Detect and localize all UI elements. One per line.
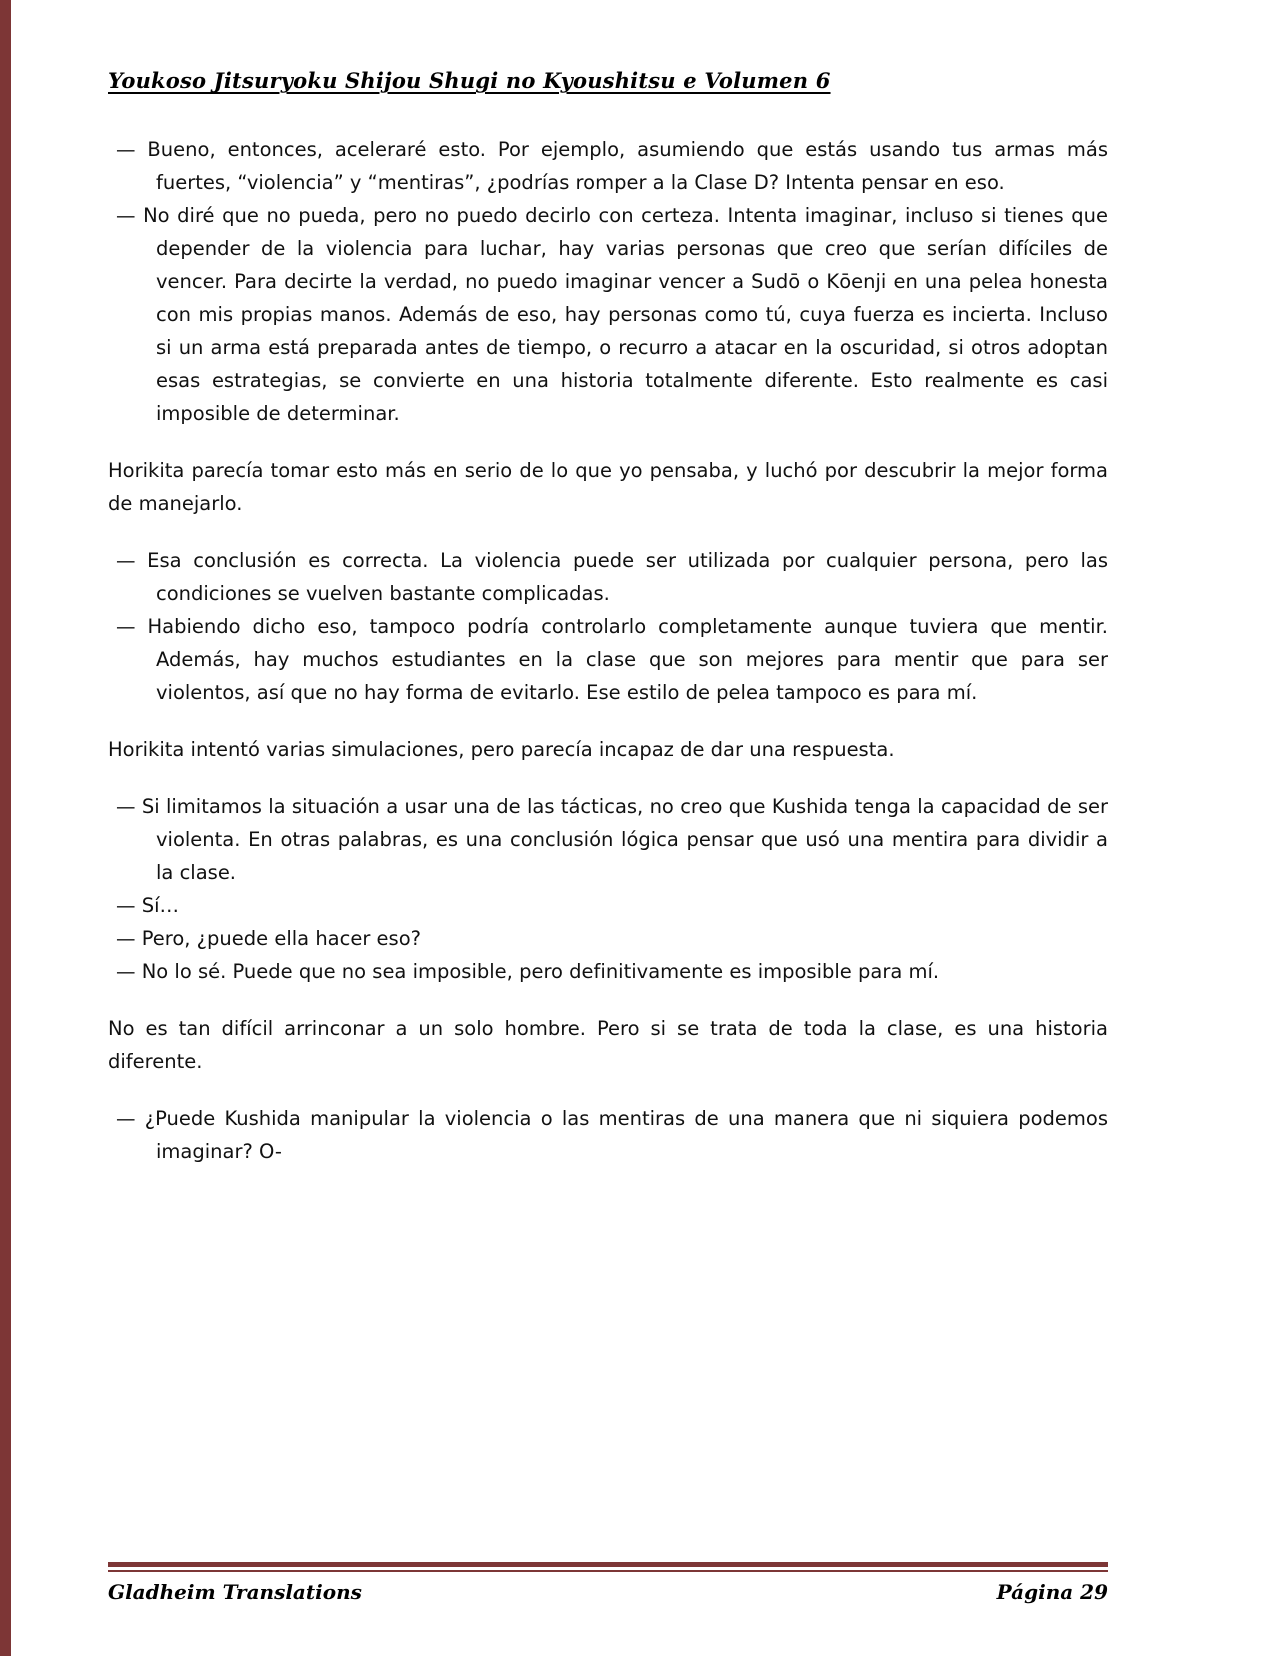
dialogue-paragraph: — Habiendo dicho eso, tampoco podría controlarlo completamente aunque tuviera que mentir. Además, hay muchos estudiantes en la clase que son mejores para mentir que para ser violentos, así que no hay forma de evitarlo. Ese estilo de pelea tampoco es para mí. (116, 615, 1108, 704)
footer-row (108, 1580, 1108, 1604)
dialogue-block (108, 790, 1108, 988)
page-content (108, 0, 1108, 1168)
dialogue-paragraph: — No lo sé. Puede que no sea imposible, pero definitivamente es imposible para mí. (116, 960, 940, 983)
dialogue-block (108, 1102, 1108, 1168)
document-body (108, 133, 1108, 1168)
narration-block (108, 733, 1108, 766)
narration-block (108, 454, 1108, 520)
dialogue-paragraph: — No diré que no pueda, pero no puedo decirlo con certeza. Intenta imaginar, incluso si tienes que depender de la violencia para luchar, hay varias personas que creo que serían difíciles de vencer. Para decirte la verdad, no puedo imaginar vencer a Sudō o Kōenji en una pelea honesta con mis propias manos. Además de eso, hay personas como tú, cuya fuerza es incierta. Incluso si un arma está preparada antes de tiempo, o recurro a atacar en la oscuridad, si otros adoptan esas estrategias, se convierte en una historia totalmente diferente. Esto realmente es casi imposible de determinar. (116, 204, 1108, 425)
header-title: Youkoso Jitsuryoku Shijou Shugi no Kyoushitsu e Volumen 6 (108, 68, 831, 93)
dialogue-block (108, 133, 1108, 430)
footer-translator: Gladheim Translations (108, 1580, 362, 1604)
footer-divider (108, 1562, 1108, 1572)
left-margin-stripe (0, 0, 11, 1656)
dialogue-paragraph: — ¿Puede Kushida manipular la violencia o las mentiras de una manera que ni siquiera podemos imaginar? O- (116, 1107, 1108, 1163)
dialogue-paragraph: — Pero, ¿puede ella hacer eso? (116, 927, 421, 950)
narration-paragraph: Horikita parecía tomar esto más en serio de lo que yo pensaba, y luchó por descubrir la mejor forma de manejarlo. (108, 459, 1108, 515)
footer-page-number: Página 29 (996, 1580, 1108, 1604)
narration-block (108, 1012, 1108, 1078)
dialogue-paragraph: — Bueno, entonces, aceleraré esto. Por ejemplo, asumiendo que estás usando tus armas más fuertes, “violencia” y “mentiras”, ¿podrías romper a la Clase D? Intenta pensar en eso. (116, 138, 1108, 194)
dialogue-paragraph: — Esa conclusión es correcta. La violencia puede ser utilizada por cualquier persona, pero las condiciones se vuelven bastante complicadas. (116, 549, 1108, 605)
page-footer (108, 1562, 1108, 1604)
dialogue-paragraph: — Si limitamos la situación a usar una de las tácticas, no creo que Kushida tenga la capacidad de ser violenta. En otras palabras, es una conclusión lógica pensar que usó una mentira para dividir a la clase. (116, 795, 1108, 884)
dialogue-paragraph: — Sí… (116, 894, 179, 917)
dialogue-block (108, 544, 1108, 709)
page-header (108, 0, 1108, 133)
narration-paragraph: Horikita intentó varias simulaciones, pero parecía incapaz de dar una respuesta. (108, 738, 895, 761)
narration-paragraph: No es tan difícil arrinconar a un solo hombre. Pero si se trata de toda la clase, es una historia diferente. (108, 1017, 1108, 1073)
